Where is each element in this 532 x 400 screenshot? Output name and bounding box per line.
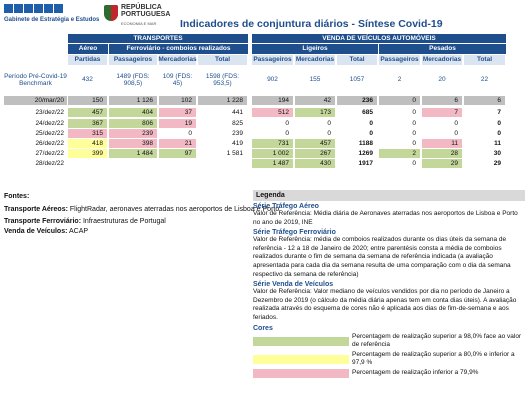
table-cell: 21 [159,139,196,148]
table-cell: 512 [252,108,293,117]
green-swatch [253,337,349,346]
notes-venda: Venda de Veículos: ACAP [4,227,89,235]
table-cell: 0 [497,129,501,137]
legend-aereo-heading: Série Tráfego Aéreo [253,203,319,210]
table-cell: 457 [295,139,335,148]
table-cell: 0 [188,129,192,137]
table-cell: 37 [159,108,196,117]
table-cell: 0 [379,96,420,105]
column-header: Mercadorias [158,56,197,64]
gee-logo-text: Gabinete de Estratégia e Estudos [4,17,100,23]
table-cell: 239 [232,129,243,137]
table-cell: 685 [362,108,373,116]
notes-aereo: Transporte Aéreos: FlightRadar, aeronaves aterradas nos aeroportos de Lisboa e Porto [4,205,280,213]
table-cell: 30 [493,149,501,157]
gee-logo [4,4,100,30]
legend-cores-heading: Cores [253,324,273,332]
legend-venda-heading: Série Venda de Veículos [253,281,334,289]
table-cell: 267 [295,149,335,158]
table-cell: 404 [109,108,157,117]
table-cell: 1 581 [226,149,243,157]
table-cell: 6 [464,96,505,105]
legend-venda-text: Valor de Referência: Valor mediano de veículos vendidos por dia no período de Janeiro a Dezembro de 2019 (o cálculo da média diária apenas tem em conta dias úteis). A avaliação realizada através do esquema de cores não é aplicada aos dias de fim-de-semana e aos feriados. [253,288,517,321]
table-cell: 29 [422,159,462,168]
row-date: 28/dez/22 [35,159,64,167]
legend-panel [253,190,525,378]
table-cell: 2 [379,149,420,158]
table-cell: 825 [232,119,243,127]
table-cell [159,159,196,168]
header-transportes: TRANSPORTES [68,34,248,43]
benchmark-label: Período Pré-Covid-19 Benchmark [4,72,67,87]
table-cell: 0 [369,129,373,137]
table-cell: 0 [327,119,331,127]
benchmark-value: 22 [480,76,489,84]
table-cell: 1 484 [109,149,157,158]
column-header: Total [464,55,505,65]
table-cell: 97 [159,149,196,158]
column-header: Partidas [68,55,107,65]
table-cell [198,159,247,168]
legend-yellow-row [253,351,525,368]
row-date: 20/mar/20 [4,96,67,105]
table-cell: 398 [109,139,157,148]
table-cell: 102 [159,96,196,105]
column-header: Passageiros [380,56,419,64]
benchmark-value: 432 [82,76,93,84]
benchmark-value: 902 [267,76,278,84]
table-cell: 42 [295,96,335,105]
column-header: Total [198,55,247,65]
table-cell: 1 002 [252,149,293,158]
benchmark-value: 2 [397,76,402,84]
table-cell: 1188 [358,139,373,147]
benchmark-value: 1057 [349,76,365,84]
table-cell: 0 [412,119,416,127]
row-date: 23/dez/22 [35,108,64,116]
table-cell: 7 [422,108,462,117]
legend-red-row [253,369,525,378]
column-header: Passageiros [109,55,157,65]
gee-logo-icon [4,4,64,16]
row-date: 26/dez/22 [35,139,64,147]
row-date: 27/dez/22 [35,149,64,157]
red-swatch [253,369,349,378]
table-cell: 731 [252,139,293,148]
table-cell: 194 [252,96,293,105]
table-cell: 0 [285,119,289,127]
column-header: Mercadorias [422,56,462,64]
row-date: 25/dez/22 [35,129,64,137]
row-date: 24/dez/22 [35,119,64,127]
column-header: Mercadorias [295,56,335,64]
header-ferroviario: Ferroviário - comboios realizados [109,44,248,54]
header-pesados: Pesados [379,44,506,54]
republica-logo-text: REPÚBLICA PORTUGUESA [121,4,171,18]
table-cell: 150 [68,96,107,105]
table-cell: 367 [68,119,107,128]
table-cell: 6 [422,96,462,105]
table-cell: 457 [68,108,107,117]
legend-aereo-text: Valor de Referência: Média diária de Aeronaves aterradas nos aeroportos de Lisboa e Porto no ano de 2019, INE [253,210,518,226]
republica-shield-icon [104,5,118,21]
table-cell: 0 [412,129,416,137]
table-cell: 399 [68,149,107,158]
legend-red-text: Percentagem de realização inferior a 79,9% [352,369,479,377]
table-cell: 441 [232,108,243,116]
table-cell: 239 [109,129,157,138]
benchmark-value: 1489 (FDS: 908,5) [116,72,150,87]
legend-ferro-heading: Série Tráfego Ferroviário [253,229,336,237]
table-cell [109,159,157,168]
benchmark-value: 109 (FDS: 45) [162,72,193,87]
table-cell: 173 [295,108,335,117]
column-header: Total [337,55,377,65]
column-header: Passageiros [253,56,292,64]
table-cell: 430 [295,159,335,168]
table-cell: 0 [497,119,501,127]
legend-green-row [253,333,525,350]
republica-logo-subtext: ECONOMIA E MAR [121,21,157,26]
yellow-swatch [253,355,349,364]
table-cell: 0 [285,129,289,137]
table-cell: 418 [68,139,107,148]
table-cell: 0 [369,119,373,127]
notes-fontes: Fontes: [4,193,30,200]
legend-green-text: Percentagem de realização superior a 98,0% face ao valor de referência [352,332,522,349]
table-cell: 1917 [358,159,373,167]
table-cell: 28 [422,149,462,158]
table-cell: 315 [68,129,107,138]
table-cell: 806 [109,119,157,128]
table-cell: 0 [412,108,416,116]
table-cell: 236 [337,96,377,105]
table-cell: 1 228 [198,96,247,105]
legend-ferro-text: Valor de Referência: média de comboios realizados durante os dias úteis da semana de referência - 12 a 18 de Janeiro de 2020; entre parentésis consta a média de comboios realizados durante o fim de semana da semana de referência indicada (a avaliação apresentada para cada dia da semana resulta de uma comparação com o dia da semana respectivo da semana de referência) [253,236,511,278]
table-cell: 29 [493,159,501,167]
table-cell: 0 [327,129,331,137]
header-venda: VENDA DE VEÍCULOS AUTOMÓVEIS [252,34,506,43]
benchmark-value: 1598 (FDS: 953,5) [205,72,240,87]
table-cell [68,159,107,168]
table-cell: 11 [494,139,501,147]
benchmark-value: 20 [438,76,446,84]
table-cell: 7 [497,108,501,116]
table-cell: 1 126 [109,96,157,105]
table-cell: 1 487 [252,159,293,168]
table-cell: 0 [454,129,458,137]
table-cell: 1269 [358,149,373,157]
header-aereo: Aéreo [68,44,108,54]
legend-yellow-text: Percentagem de realização superior a 80,0% e inferior a 97,9 % [352,350,515,367]
table-cell: 419 [232,139,243,147]
table-cell: 11 [422,139,462,148]
table-cell: 19 [159,119,196,128]
notes-ferro: Transporte Ferroviário: Infraestruturas de Portugal [4,218,166,225]
legend-title: Legenda [253,190,525,201]
header-ligeiros: Ligeiros [252,44,378,54]
table-cell: 0 [454,119,458,127]
republica-logo [104,3,174,31]
page-title: Indicadores de conjuntura diários - Síntese Covid-19 [180,18,443,30]
table-cell: 0 [412,139,416,147]
benchmark-value: 155 [309,76,321,84]
table-cell: 0 [412,159,416,167]
